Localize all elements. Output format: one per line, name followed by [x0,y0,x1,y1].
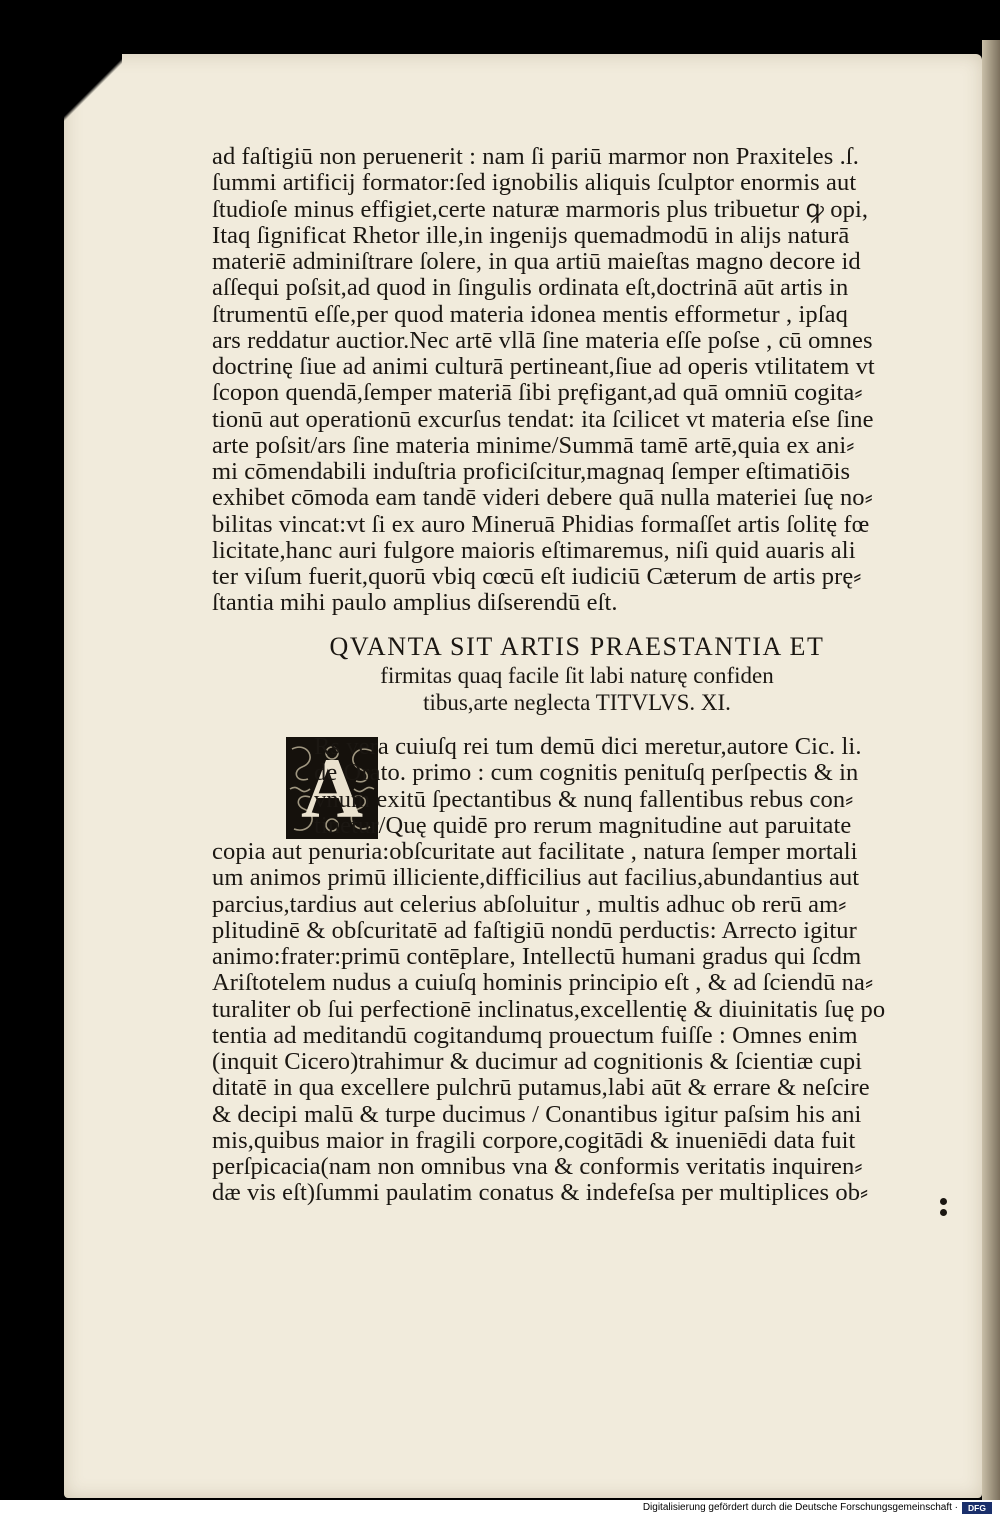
text-line: mis,quibus maior in fragili corpore,cogitādi & inueniēdi data fuit [212,1126,856,1154]
text-line: dæ vis eſt)ſummi paulatim conatus & indefeſsa per multiplices ob⸗ [212,1179,869,1207]
margin-marks [940,1198,947,1220]
heading-line-3: tibus,arte neglecta TITVLVS. XI. [423,690,731,715]
text-line: perſpicacia(nam non omnibus vna & conformis veritatis inquiren⸗ [212,1153,863,1180]
text-line: licitate,hanc auri fulgore maioris eſtimaremus, niſi quid auaris ali [212,536,856,564]
text-line: um animos primū illiciente,difficilius aut facilius,abundantius aut [212,864,860,892]
text-line: materiē adminiſtrare ſolere, in qua artiū maieſtas magno decore id [212,248,861,275]
text-line: parcius,tardius aut celerius abſoluitur , multis adhuc ob rerū am⸗ [212,890,847,918]
initial-letter: A [300,740,364,836]
text-line: & decipi malū & turpe ducimus / Conantibus igitur paſsim his ani [212,1100,862,1128]
text-line: ſtudioſe minus effigiet,certe naturæ marmoris plus tribuetur ꝙ opi, [212,195,869,223]
ink-dot [940,1209,947,1216]
text-line: plitudinē & obſcuritatē ad faſtigiū nondū perductis: Arrecto igitur [212,916,857,944]
heading-line-2: firmitas quaq facile ſit labi naturę confiden [380,663,774,688]
dfg-logo: DFG [962,1502,992,1514]
paragraph-1 [212,144,942,617]
text-line: tinetur/Quę quidē pro rerum magnitudine aut paruitate [314,811,852,839]
text-line: turaliter ob ſui perfectionē inclinatus,excellentię & diuinitatis ſuę po [212,995,886,1023]
text-line: tionū aut operationū excurſus tendat: ita ſcilicet vt materia eſse ſine [212,405,874,433]
text-line: ter viſum fuerit,quorū vbiq cœcū eſt iudiciū Cæterum de artis prę⸗ [212,563,862,590]
footer-credit: Digitalisierung gefördert durch die Deutsche Forschungsgemeinschaft · [642,1502,958,1513]
text-line: doctrinę ſiue ad animi culturā pertineant,ſiue ad operis vtilitatem vt [212,353,875,380]
ink-dot [940,1198,947,1205]
text-line: ars reddatur auctior.Nec artē vllā ſine materia eſſe poſse , cū omnes [212,326,873,354]
paragraph-2 [212,734,942,1207]
text-line: exhibet cōmoda eam tandē videri debere quā nulla materiei ſuę no⸗ [212,484,873,512]
text-line: ditatē in qua excellere pulchrū putamus,labi aūt & errare & neſcire [212,1074,870,1102]
text-line: animo:frater:primū contēplare, Intellectū humani gradus qui ſcdm [212,943,862,970]
text-line: ad faſtigiū non peruenerit : nam ſi pariū marmor non Praxiteles .ſ. [212,143,859,170]
text-line: copia aut penuria:obſcuritate aut facilitate , natura ſemper mortali [212,838,858,865]
text-line: mi cōmendabili induſtria proficiſcitur,magnaq ſemper eſtimatiōis [212,458,851,485]
text-line: aſſequi poſsit,ad quod in ſingulis ordinata eſt,doctrinā aūt artis in [212,274,849,302]
text-line: ſtantia mihi paulo amplius diſserendū eſt. [212,589,618,617]
text-line: Ariſtotelem nudus a cuiuſq hominis principio eſt , & ad ſciendū na⸗ [212,969,874,997]
text-line: (inquit Cicero)trahimur & ducimur ad cognitionis & ſcientiæ cupi [212,1048,863,1075]
text-line: ſummi artificij formator:ſed ignobilis aliquis ſculptor enormis aut [212,169,857,197]
book-spine-edge [982,40,1000,1510]
digitization-footer [0,1500,1000,1516]
text-line: ſcopon quendā,ſemper materiā ſibi pręfigant,ad quā omniū cogita⸗ [212,379,863,407]
text-line: tentia ad meditandū cogitandumq prouectum fuiſſe : Omnes enim [212,1021,858,1049]
text-line: Rs vera cuiuſq rei tum demū dici meretur,autore Cic. li. [314,733,862,760]
text-line: ſtrumentū eſſe,per quod materia idonea mentis efformetur , ipſaq [212,300,848,328]
text-line: Itaq ſignificat Rhetor ille,in ingenijs quemadmodū in alijs naturā [212,221,850,249]
chapter-heading [212,632,942,716]
text-line: arte poſsit/ars ſine materia minime/Summā tamē artē,quia ex ani⸗ [212,431,855,459]
text-line: bilitas vincat:vt ſi ex auro Mineruā Phidias formaſſet artis ſolitę fœ [212,510,870,538]
text-line: de Orato. primo : cum cognitis penituſq perſpectis & in [314,759,859,787]
text-line: vnum exitū ſpectantibus & nunq fallentibus rebus con⸗ [314,785,854,813]
heading-line-1: QVANTA SIT ARTIS PRAESTANTIA ET [329,632,825,661]
